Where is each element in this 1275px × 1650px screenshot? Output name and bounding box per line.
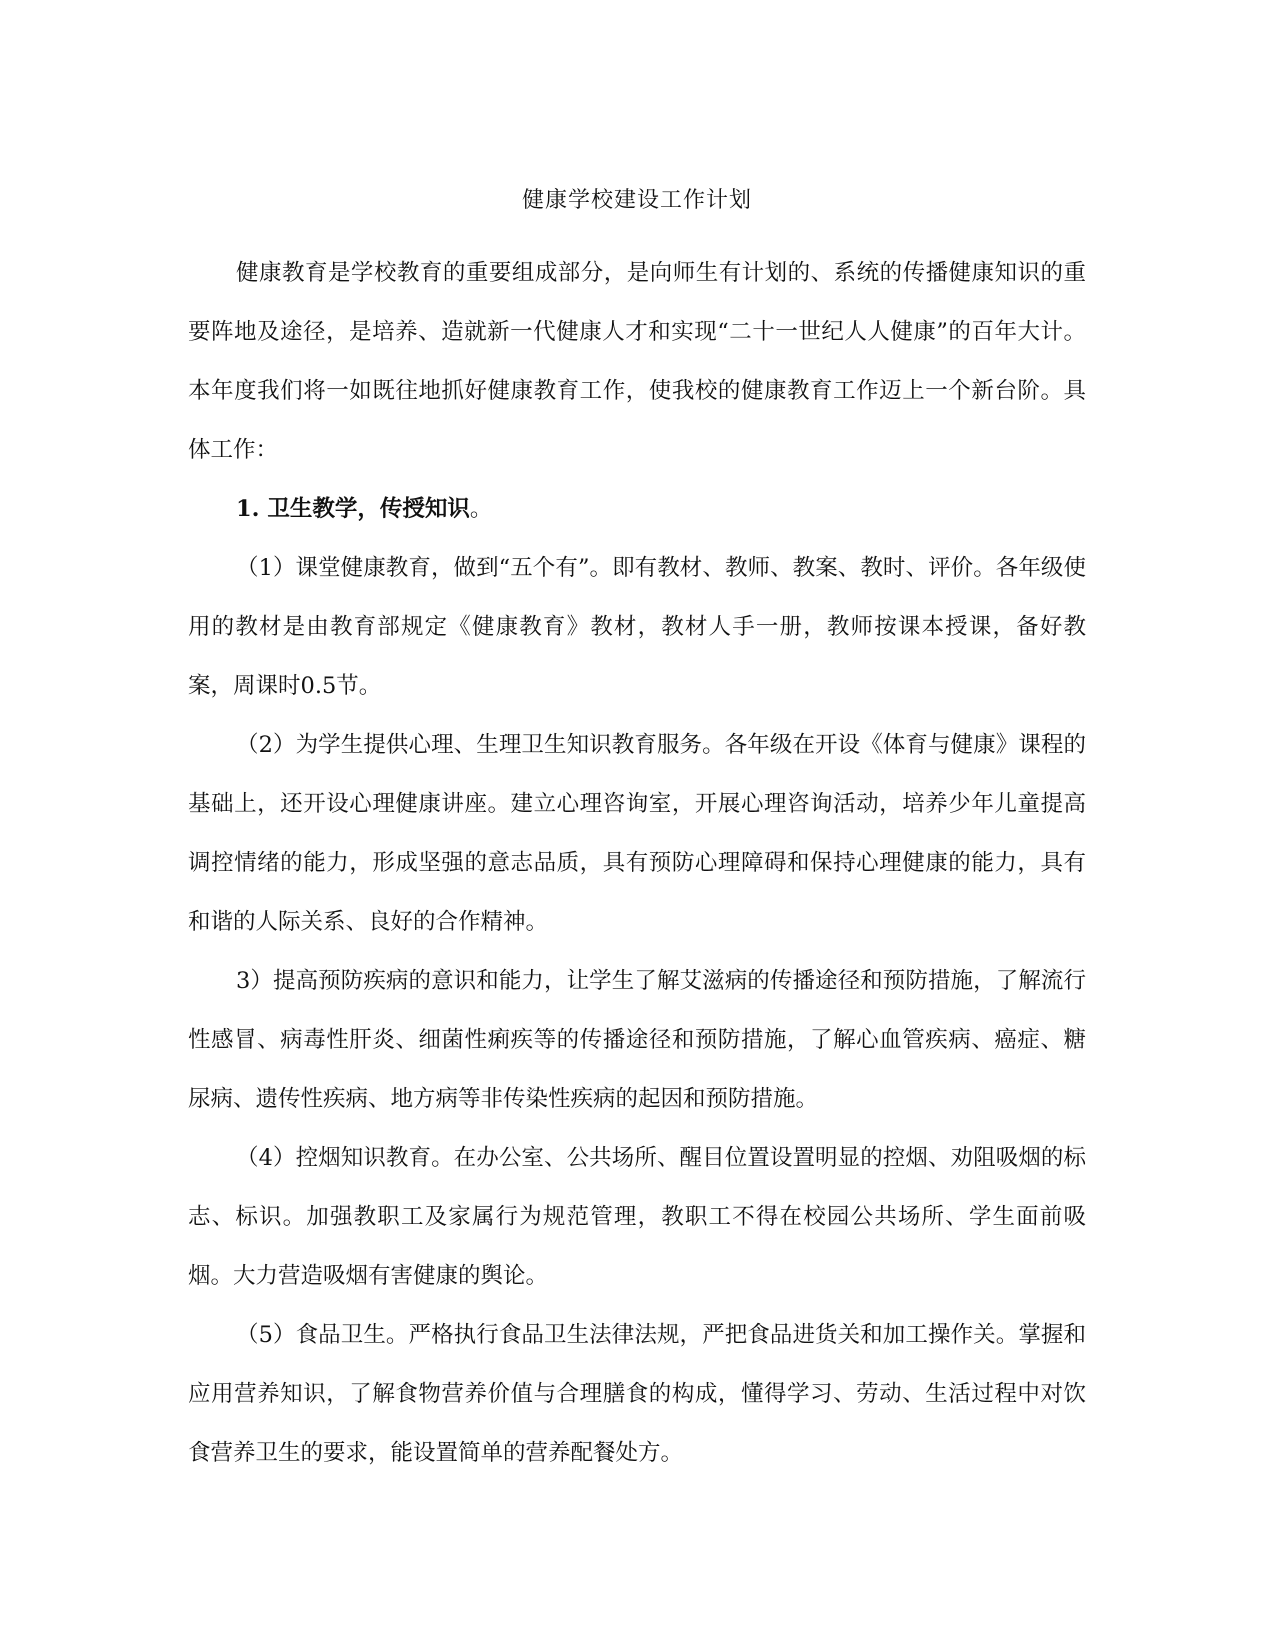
item-paragraph-3: 3）提高预防疾病的意识和能力，让学生了解艾滋病的传播途径和预防措施，了解流行性感冒、病毒性肝炎、细菌性痢疾等的传播途径和预防措施，了解心血管疾病、癌症、糖尿病、遗传性疾病、地方病等非传染性疾病的起因和预防措施。 <box>188 968 1086 1112</box>
intro-paragraph: 健康教育是学校教育的重要组成部分，是向师生有计划的、系统的传播健康知识的重要阵地及途径，是培养、造就新一代健康人才和实现“二十一世纪人人健康”的百年大计。本年度我们将一如既往地抓好健康教育工作，使我校的健康教育工作迈上一个新台阶。具体工作： <box>188 260 1086 463</box>
item-paragraph-4: （4）控烟知识教育。在办公室、公共场所、醒目位置设置明显的控烟、劝阻吸烟的标志、标识。加强教职工及家属行为规范管理，教职工不得在校园公共场所、学生面前吸烟。大力营造吸烟有害健康的舆论。 <box>188 1145 1086 1289</box>
document-title: 健康学校建设工作计划 <box>521 188 752 213</box>
item-paragraph-5: （5）食品卫生。严格执行食品卫生法律法规，严把食品进货关和加工操作关。掌握和应用营养知识，了解食物营养价值与合理膳食的构成，懂得学习、劳动、生活过程中对饮食营养卫生的要求，能设置简单的营养配餐处方。 <box>188 1322 1086 1466</box>
item-paragraph-1: （1）课堂健康教育，做到“五个有”。即有教材、教师、教案、教时、评价。各年级使用的教材是由教育部规定《健康教育》教材，教材人手一册，教师按课本授课，备好教案，周课时0.5节。 <box>188 555 1086 699</box>
section-heading-punct: 。 <box>469 496 493 522</box>
section-heading-text: 1. 卫生教学，传授知识 <box>236 496 470 522</box>
section-heading <box>188 480 1086 539</box>
document-body <box>188 186 1086 1483</box>
item-paragraph-2: （2）为学生提供心理、生理卫生知识教育服务。各年级在开设《体育与健康》课程的基础上，还开设心理健康讲座。建立心理咨询室，开展心理咨询活动，培养少年儿童提高调控情绪的能力，形成坚强的意志品质，具有预防心理障碍和保持心理健康的能力，具有和谐的人际关系、良好的合作精神。 <box>188 732 1086 935</box>
